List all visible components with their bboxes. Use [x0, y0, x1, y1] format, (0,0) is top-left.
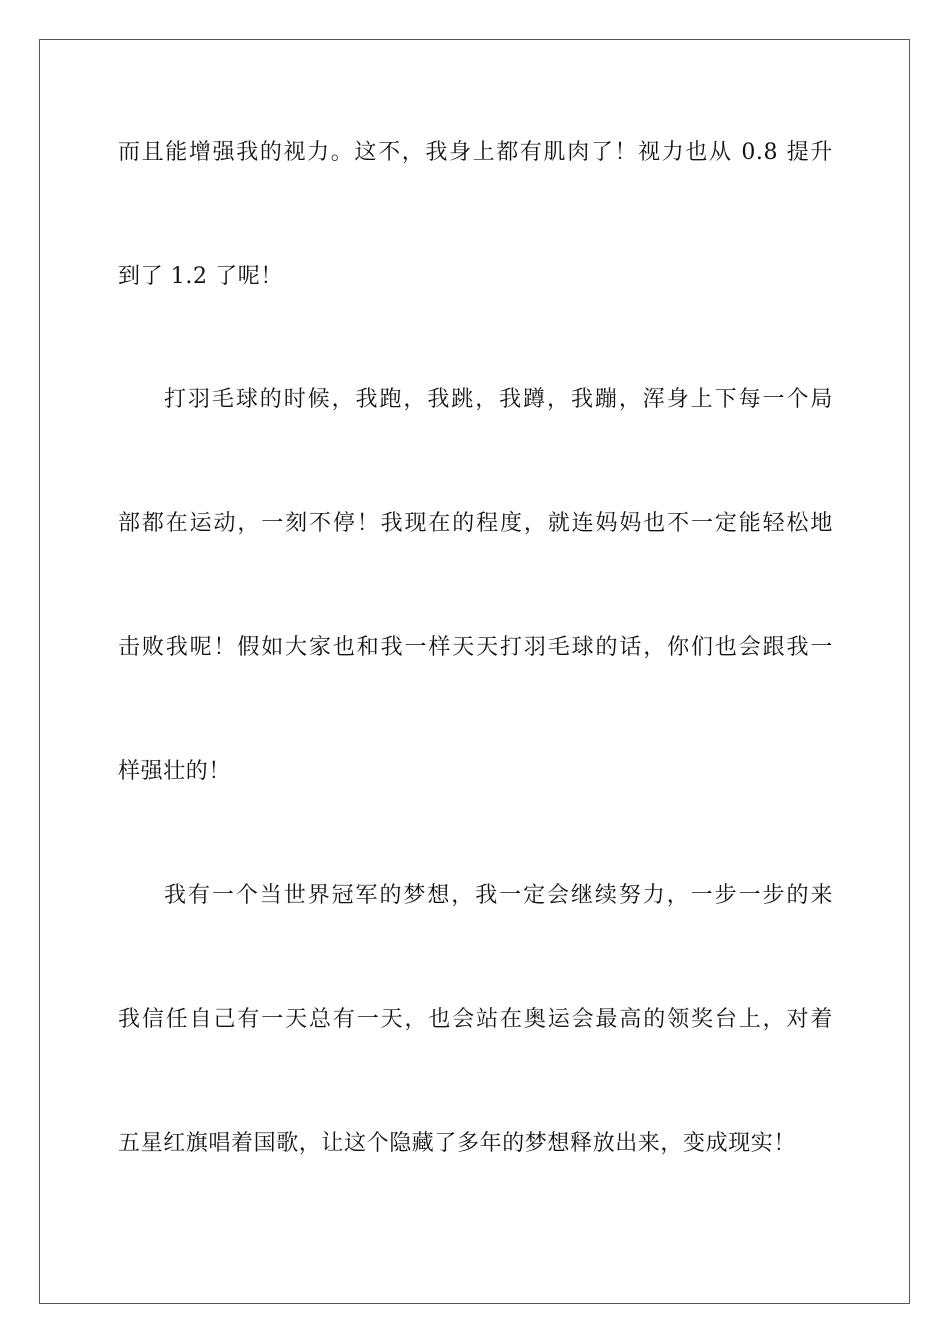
- text-line-3: 打羽毛球的时候，我跑，我跳，我蹲，我蹦，浑身上下每一个局: [164, 387, 833, 412]
- text-line-5: 击败我呢！假如大家也和我一样天天打羽毛球的话，你们也会跟我一: [118, 635, 833, 660]
- text-line-7: 我有一个当世界冠军的梦想，我一定会继续努力，一步一步的来: [164, 883, 833, 908]
- text-line-4: 部都在运动，一刻不停！我现在的程度，就连妈妈也不一定能轻松地: [118, 511, 833, 536]
- text-line-9: 五星红旗唱着国歌，让这个隐藏了多年的梦想释放出来，变成现实！: [118, 1131, 797, 1156]
- text-line-2: 到了 1.2 了呢！: [118, 264, 283, 289]
- text-line-6: 样强壮的！: [118, 759, 232, 784]
- text-line-1: 而且能增强我的视力。这不，我身上都有肌肉了！视力也从 0.8 提升: [118, 140, 833, 165]
- text-line-8: 我信任自己有一天总有一天，也会站在奥运会最高的领奖台上，对着: [118, 1007, 833, 1032]
- page-border: [39, 39, 910, 1304]
